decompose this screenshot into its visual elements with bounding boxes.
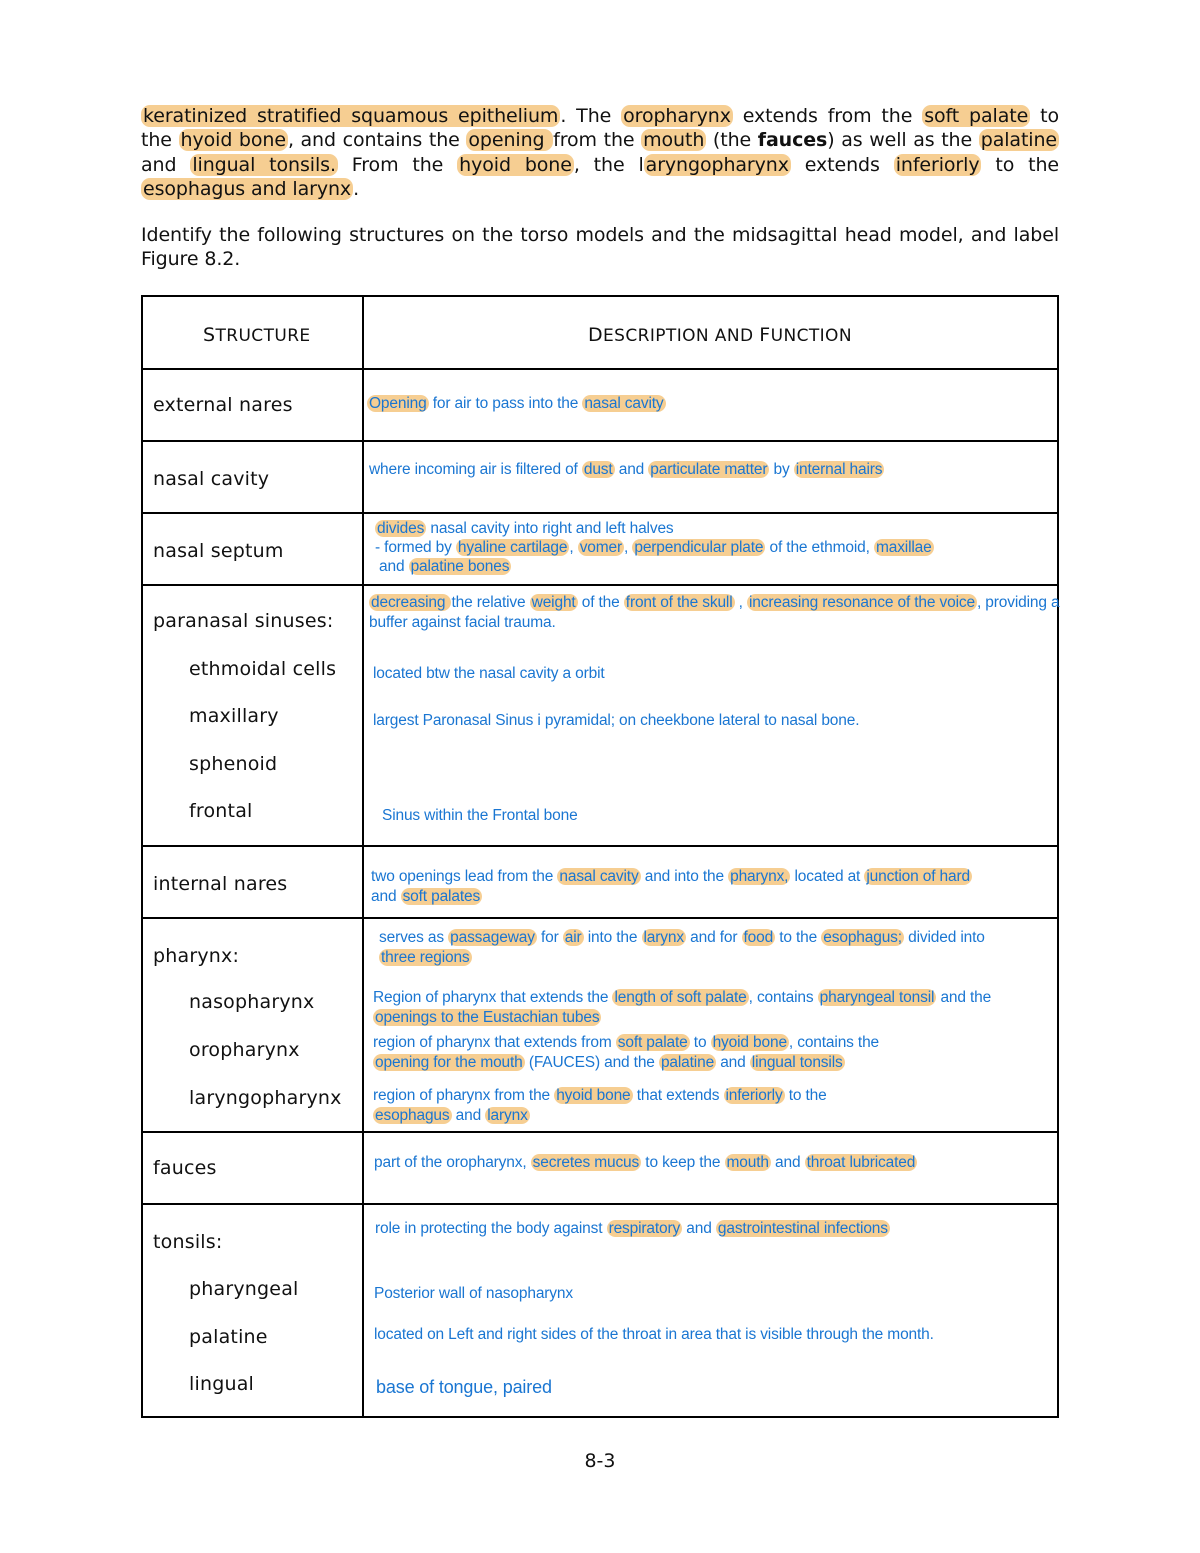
structure-sublabel: lingual xyxy=(189,1373,255,1395)
text-run: (the xyxy=(706,129,758,152)
text-run: from the xyxy=(553,129,642,152)
text-run: into the xyxy=(583,929,642,946)
highlight: soft palates xyxy=(402,888,481,905)
text-run: . xyxy=(353,177,360,200)
highlight: inferiorly xyxy=(725,1087,783,1104)
structure-sublabel: palatine xyxy=(189,1326,268,1348)
description-text: located on Left and right sides of the throat in area that is visible through the month. xyxy=(374,1326,934,1343)
text-run: for air to pass into the xyxy=(428,395,583,412)
highlight: larynx xyxy=(487,1107,528,1124)
text-run: by xyxy=(769,461,794,478)
description-text: buffer against facial trauma. xyxy=(369,614,556,631)
small-cap-initial: D xyxy=(588,324,604,346)
highlight: hyoid bone xyxy=(459,153,572,176)
description-text xyxy=(375,519,674,539)
description-text xyxy=(367,394,666,414)
structure-sublabel: laryngopharynx xyxy=(189,1087,342,1109)
highlight: gastrointestinal infections xyxy=(717,1220,888,1237)
text-run: to xyxy=(1030,105,1059,127)
text-run: ) as well as the xyxy=(827,129,979,152)
text-run: , and contains the xyxy=(287,129,467,152)
text-run: region of pharynx that extends from xyxy=(373,1034,616,1051)
highlight: length of soft palate xyxy=(614,989,747,1006)
highlight: three regions xyxy=(381,949,470,966)
intro-paragraph xyxy=(141,104,1059,272)
text-run: the xyxy=(141,129,179,152)
text-run: to the xyxy=(981,153,1060,176)
highlight: divides xyxy=(377,520,425,537)
text-run: , xyxy=(569,539,578,556)
page-number: 8-3 xyxy=(584,1450,616,1472)
column-divider xyxy=(362,370,364,440)
text-run: From the xyxy=(337,153,458,176)
highlight: increasing resonance of the voice xyxy=(748,594,975,611)
small-cap-rest: UNCTION xyxy=(770,326,852,346)
text-run: and xyxy=(614,461,649,478)
description-text: largest Paronasal Sinus i pyramidal; on cheekbone lateral to nasal bone. xyxy=(373,712,860,729)
highlight: opening for the mouth xyxy=(375,1054,523,1071)
description-text xyxy=(369,593,1059,613)
description-text xyxy=(375,538,934,558)
structures-table xyxy=(141,295,1059,1418)
highlight: nasal cavity xyxy=(559,868,639,885)
description-text xyxy=(373,1033,879,1053)
highlight: aryngopharynx xyxy=(645,153,789,176)
description-text xyxy=(373,1106,530,1126)
intro-line-2 xyxy=(141,128,1059,152)
description-text xyxy=(379,557,511,577)
highlight: secretes mucus xyxy=(532,1154,640,1171)
description-text xyxy=(371,887,482,907)
text-run: (FAUCES) and the xyxy=(524,1054,659,1071)
structure-label: internal nares xyxy=(153,873,288,895)
structure-sublabel: pharyngeal xyxy=(189,1278,299,1300)
structure-label: tonsils: xyxy=(153,1231,223,1253)
structure-label: pharynx: xyxy=(153,945,240,967)
highlight: hyoid bone xyxy=(712,1034,787,1051)
text-run: , the l xyxy=(573,153,644,176)
text-run: to the xyxy=(784,1087,827,1104)
text-run: of the ethmoid, xyxy=(765,539,874,556)
table-row xyxy=(143,847,1057,919)
text-run: region of pharynx from the xyxy=(373,1087,555,1104)
table-row xyxy=(143,1205,1057,1418)
table-row xyxy=(143,919,1057,1133)
highlight: lingual tonsils. xyxy=(192,153,336,176)
highlight: hyoid bone xyxy=(180,129,286,152)
text-run: - formed by xyxy=(375,539,456,556)
text-run: and xyxy=(379,558,409,575)
highlight: perpendicular plate xyxy=(634,539,764,556)
highlight: hyaline cartilage xyxy=(457,539,568,556)
text-run: located at xyxy=(790,868,865,885)
table-row xyxy=(143,370,1057,442)
highlight: throat lubricated xyxy=(806,1154,916,1171)
description-text: located btw the nasal cavity a orbit xyxy=(373,665,605,682)
intro-line-3 xyxy=(141,153,1059,177)
highlight: lingual tonsils xyxy=(751,1054,843,1071)
highlight: dust xyxy=(583,461,613,478)
structure-sublabel: sphenoid xyxy=(189,753,278,775)
highlight: hyoid bone xyxy=(556,1087,631,1104)
description-text xyxy=(379,948,472,968)
text-run: and xyxy=(371,888,401,905)
highlight: keratinized stratified squamous epithelium xyxy=(143,105,559,127)
highlight: front of the skull xyxy=(625,594,733,611)
column-divider xyxy=(362,297,364,368)
text-run: , providing a xyxy=(976,594,1060,611)
highlight: nasal cavity xyxy=(584,395,664,412)
table-row xyxy=(143,442,1057,514)
highlight: larynx xyxy=(643,929,684,946)
description-text xyxy=(371,867,972,887)
text-run: divided into xyxy=(903,929,985,946)
highlight: air xyxy=(564,929,582,946)
highlight: pharyngeal tonsil xyxy=(819,989,935,1006)
text-run: where incoming air is filtered of xyxy=(369,461,582,478)
highlight: esophagus and larynx xyxy=(143,177,352,200)
text-run: , contains the xyxy=(788,1034,880,1051)
structure-sublabel: frontal xyxy=(189,800,253,822)
table-row xyxy=(143,1133,1057,1205)
description-text: Sinus within the Frontal bone xyxy=(382,807,578,824)
text-run: , xyxy=(734,594,747,611)
highlight: palatine xyxy=(660,1054,715,1071)
description-text xyxy=(373,1053,845,1073)
structure-label: nasal cavity xyxy=(153,468,270,490)
highlight: weight xyxy=(531,594,576,611)
text-run: and into the xyxy=(640,868,729,885)
highlight: junction of hard xyxy=(866,868,970,885)
highlight: oropharynx xyxy=(623,105,731,127)
text-run: role in protecting the body against xyxy=(375,1220,607,1237)
structure-sublabel: oropharynx xyxy=(189,1039,300,1061)
text-run: Region of pharynx that extends the xyxy=(373,989,613,1006)
description-text xyxy=(375,1219,890,1239)
small-cap-rest: ESCRIPTION AND xyxy=(603,326,760,346)
text-run: extends xyxy=(732,105,828,127)
structure-sublabel: ethmoidal cells xyxy=(189,658,337,680)
text-run: and xyxy=(770,1154,805,1171)
text-run: , contains xyxy=(748,989,818,1006)
header-description-function xyxy=(588,324,852,346)
structure-label: nasal septum xyxy=(153,540,284,562)
text-run: and xyxy=(682,1220,716,1237)
column-divider xyxy=(362,1205,364,1418)
highlight: soft palate xyxy=(617,1034,688,1051)
highlight: maxillae xyxy=(875,539,932,556)
text-run: serves as xyxy=(379,929,449,946)
column-divider xyxy=(362,847,364,917)
small-cap-rest: TRUCTURE xyxy=(215,326,311,346)
text-run: two openings lead from the xyxy=(371,868,558,885)
text-run: and for xyxy=(685,929,742,946)
highlight: mouth xyxy=(643,129,705,152)
text-run: nasal cavity into right and left halves xyxy=(426,520,674,537)
text-run: for xyxy=(536,929,563,946)
description-text: base of tongue, paired xyxy=(376,1377,552,1397)
highlight: esophagus; xyxy=(823,929,902,946)
column-divider xyxy=(362,1133,364,1203)
highlight: particulate matter xyxy=(650,461,768,478)
column-divider xyxy=(362,514,364,584)
text-run: and xyxy=(141,153,191,176)
text-run: to xyxy=(689,1034,711,1051)
description-text xyxy=(373,988,991,1008)
highlight: opening xyxy=(468,129,552,152)
highlight: internal hairs xyxy=(795,461,883,478)
text-run: of the xyxy=(577,594,624,611)
highlight: pharynx, xyxy=(730,868,789,885)
text-run: . The xyxy=(560,105,622,127)
text-run: and the xyxy=(936,989,992,1006)
description-text xyxy=(379,928,985,948)
column-divider xyxy=(362,586,364,845)
text-run: that extends xyxy=(632,1087,724,1104)
text-run: part of the oropharynx, xyxy=(374,1154,531,1171)
description-text xyxy=(369,460,884,480)
bold-term: fauces xyxy=(757,129,828,152)
text-run: the relative xyxy=(451,594,530,611)
highlight: mouth xyxy=(726,1154,769,1171)
small-cap-initial: F xyxy=(759,324,771,346)
highlight: openings to the Eustachian tubes xyxy=(375,1009,600,1026)
text-run: from the xyxy=(827,105,923,127)
text-run: to keep the xyxy=(641,1154,725,1171)
description-text xyxy=(373,1008,601,1028)
column-divider xyxy=(362,919,364,1131)
text-run: extends xyxy=(790,153,894,176)
structure-label: fauces xyxy=(153,1157,217,1179)
table-row xyxy=(143,586,1060,847)
instruction-text: Identify the following structures on the torso models and the midsagittal head model, and label Figure 8.2. xyxy=(141,224,1059,271)
intro-line-4 xyxy=(141,177,1059,201)
highlight: palatine bones xyxy=(410,558,510,575)
text-run: , xyxy=(624,539,633,556)
intro-line-1 xyxy=(141,104,1059,128)
table-header-row xyxy=(143,297,1057,370)
highlight: esophagus xyxy=(375,1107,450,1124)
text-run: and xyxy=(716,1054,750,1071)
highlight: Opening xyxy=(369,395,427,412)
text-run: to the xyxy=(775,929,822,946)
highlight: respiratory xyxy=(608,1220,681,1237)
column-divider xyxy=(362,442,364,512)
highlight: food xyxy=(743,929,774,946)
text-run: and xyxy=(451,1107,486,1124)
description-text: Posterior wall of nasopharynx xyxy=(374,1285,573,1302)
structure-label: paranasal sinuses: xyxy=(153,610,334,632)
highlight: soft palate xyxy=(924,105,1029,127)
description-text xyxy=(374,1153,917,1173)
highlight: inferiorly xyxy=(895,153,980,176)
highlight: palatine xyxy=(980,129,1058,152)
description-text xyxy=(373,1086,827,1106)
structure-sublabel: nasopharynx xyxy=(189,991,315,1013)
highlight: decreasing xyxy=(371,594,450,611)
structure-label: external nares xyxy=(153,394,293,416)
table-row xyxy=(143,514,1057,586)
small-cap-initial: S xyxy=(203,324,216,346)
structure-sublabel: maxillary xyxy=(189,705,279,727)
header-structure xyxy=(203,324,311,346)
highlight: passageway xyxy=(450,929,535,946)
highlight: vomer xyxy=(579,539,623,556)
